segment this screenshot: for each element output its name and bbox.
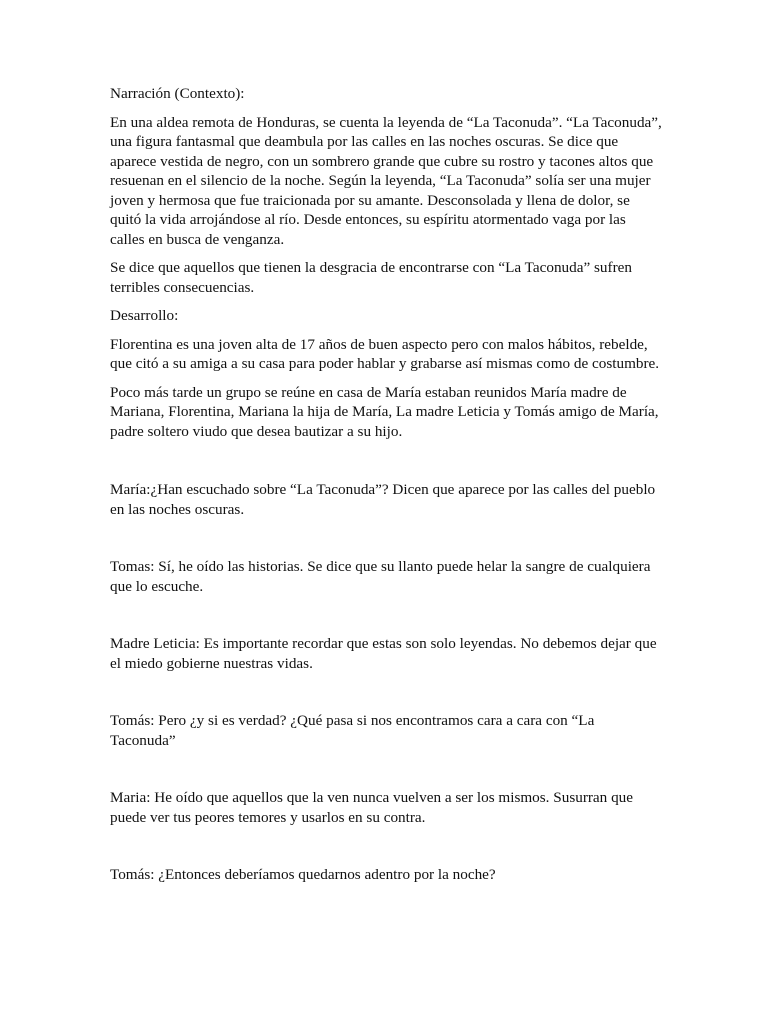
narracion-paragraph: Se dice que aquellos que tienen la desgracia de encontrarse con “La Taconuda” sufren terribles consecuencias.: [110, 259, 632, 296]
dialogue-line: Madre Leticia: Es importante recordar que estas son solo leyendas. No debemos dejar que el miedo gobierne nuestras vidas.: [110, 635, 657, 672]
narracion-paragraph: En una aldea remota de Honduras, se cuenta la leyenda de “La Taconuda”. “La Taconuda”, una figura fantasmal que deambula por las calles en las noches oscuras. Se dice que aparece vestida de negro, con un sombrero grande que cubre su rostro y tacones altos que resuenan en el silencio de la noche. Según la leyenda, “La Taconuda” solía ser una mujer joven y hermosa que fue traicionada por su amante. Desconsolada y llena de dolor, se quitó la vida arrojándose al río. Desde entonces, su espíritu atormentado vaga por las calles en busca de venganza.: [110, 113, 662, 248]
narracion-heading: Narración (Contexto):: [110, 85, 245, 102]
dialogue-line: Maria: He oído que aquellos que la ven nunca vuelven a ser los mismos. Susurran que puede ver tus peores temores y usarlos en su contra.: [110, 789, 633, 826]
desarrollo-paragraph: Poco más tarde un grupo se reúne en casa de María estaban reunidos María madre de Mariana, Florentina, Mariana la hija de María, La madre Leticia y Tomás amigo de María, padre soltero viudo que desea bautizar a su hijo.: [110, 383, 659, 440]
desarrollo-heading: Desarrollo:: [110, 307, 179, 324]
dialogue-line: Tomas: Sí, he oído las historias. Se dice que su llanto puede helar la sangre de cualquiera que lo escuche.: [110, 558, 651, 595]
desarrollo-paragraph: Florentina es una joven alta de 17 años de buen aspecto pero con malos hábitos, rebelde, que citó a su amiga a su casa para poder hablar y grabarse así mismas como de costumbre.: [110, 335, 660, 372]
document-page: [110, 84, 662, 885]
dialogue-line: Tomás: Pero ¿y si es verdad? ¿Qué pasa si nos encontramos cara a cara con “La Taconuda”: [110, 712, 595, 749]
dialogue-line: Tomás: ¿Entonces deberíamos quedarnos adentro por la noche?: [110, 866, 496, 883]
dialogue-line: María:¿Han escuchado sobre “La Taconuda”? Dicen que aparece por las calles del pueblo en las noches oscuras.: [110, 481, 656, 518]
